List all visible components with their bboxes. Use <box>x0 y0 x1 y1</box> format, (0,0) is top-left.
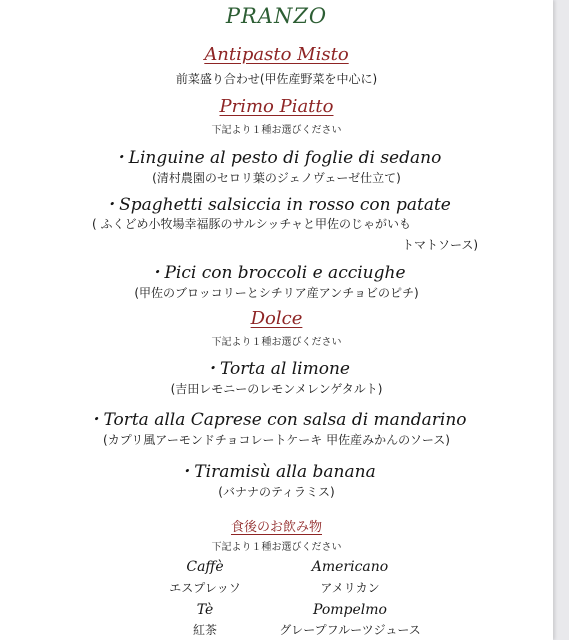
drink-3-name: Tè <box>196 602 214 618</box>
primo-item-1-name: ・Linguine al pesto di foglie di sedano <box>111 148 442 168</box>
dolce-item-1-name: ・Torta al limone <box>203 359 350 379</box>
dolce-item-1-desc: (吉田レモニーのレモンメレンゲタルト) <box>170 382 383 396</box>
drinks-heading: 食後のお飲み物 <box>230 520 322 535</box>
dolce-heading: Dolce <box>250 308 303 329</box>
primo-item-2-desc-cont: トマトソース) <box>402 238 479 252</box>
drink-4-jp: グレープフルーツジュース <box>279 623 421 637</box>
primo-item-3-desc: (甲佐のブロッコリーとシチリア産アンチョビのピチ) <box>134 286 419 300</box>
drink-2-jp: アメリカン <box>320 581 380 595</box>
dolce-note: 下記より１種お選びください <box>211 337 342 348</box>
primo-item-1-desc: (清村農園のセロリ葉のジェノヴェーゼ仕立て) <box>152 171 401 185</box>
drinks-note: 下記より１種お選びください <box>211 542 342 553</box>
primo-item-2-desc: ( ふくどめ小牧場幸福豚のサルシッチャと甲佐のじゃがいも <box>92 217 411 231</box>
primo-note: 下記より１種お選びください <box>211 125 342 136</box>
drink-3-jp: 紅茶 <box>192 623 217 637</box>
dolce-item-3-name: ・Tiramisù alla banana <box>177 462 376 482</box>
antipasto-heading: Antipasto Misto <box>204 44 349 65</box>
drink-1-name: Caffè <box>186 559 224 575</box>
dolce-item-3-desc: (バナナのティラミス) <box>218 485 335 499</box>
dolce-item-2-name: ・Torta alla Caprese con salsa di mandarino <box>86 410 467 430</box>
primo-item-2-name: ・Spaghetti salsiccia in rosso con patate <box>102 195 451 215</box>
menu-title: PRANZO <box>225 4 328 28</box>
drink-1-jp: エスプレッソ <box>169 581 241 595</box>
antipasto-description: 前菜盛り合わせ(甲佐産野菜を中心に) <box>175 72 378 86</box>
primo-heading: Primo Piatto <box>219 96 334 117</box>
drink-2-name: Americano <box>311 559 389 575</box>
dolce-item-2-desc: (カプリ風アーモンドチョコレートケーキ 甲佐産みかんのソース) <box>103 433 450 447</box>
primo-item-3-name: ・Pici con broccoli e acciughe <box>147 263 406 283</box>
drink-4-name: Pompelmo <box>313 602 387 618</box>
